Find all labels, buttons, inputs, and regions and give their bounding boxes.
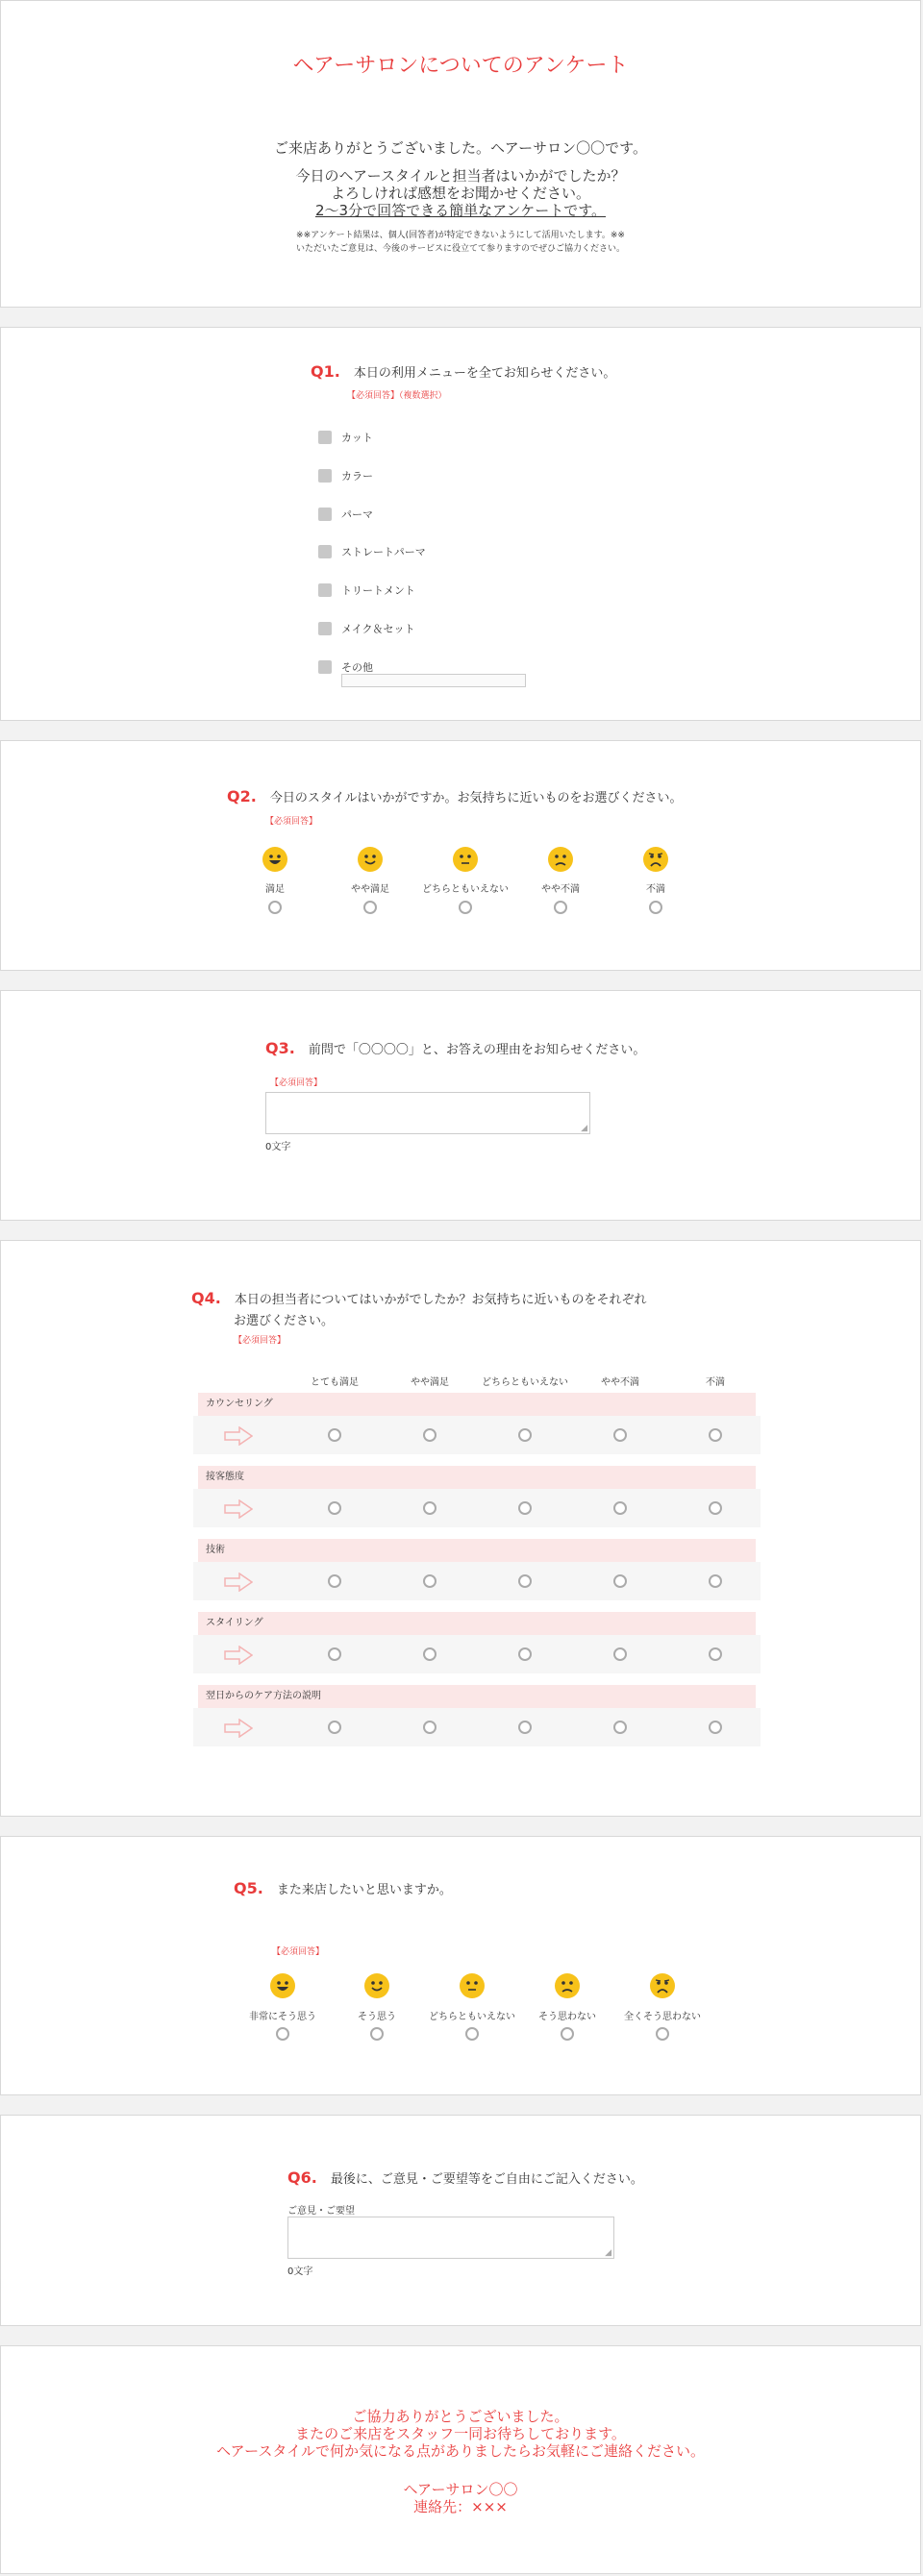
q4-rating-radio[interactable] (328, 1574, 341, 1588)
q4-rating-radio[interactable] (613, 1501, 627, 1515)
q4-column-header: やや満足 (411, 1377, 449, 1388)
q2-option-label: 不満 (646, 884, 665, 895)
arrow-right-icon (224, 1573, 253, 1596)
smile-very-happy-icon (270, 1973, 295, 1998)
q2-option-radio[interactable] (268, 901, 282, 914)
q4-rating-radio[interactable] (518, 1647, 532, 1661)
salon-contact (1, 2481, 920, 2515)
q4-row-band (193, 1489, 761, 1527)
q6-feedback-textarea[interactable] (287, 2217, 614, 2259)
q4-row-band (193, 1635, 761, 1673)
q3-char-count: 0文字 (265, 1142, 291, 1152)
smile-happy-icon (364, 1973, 389, 1998)
q5-text: また来店したいと思いますか。 (276, 1883, 452, 1897)
q5-number: Q5. (234, 1879, 263, 1897)
q5-option-label: 非常にそう思う (249, 2012, 316, 2022)
q4-text-1: 本日の担当者についてはいかがでしたか？お気持ちに近いものをそれぞれ (234, 1293, 647, 1307)
q2-option-label: どちらともいえない (422, 884, 509, 895)
q1-number: Q1. (311, 362, 340, 381)
checkbox[interactable] (318, 622, 332, 635)
q1-option-makeup-set[interactable] (318, 621, 415, 636)
privacy-note (1, 229, 920, 256)
q3-heading (265, 1039, 645, 1057)
face-very-sad-icon (650, 1973, 675, 1998)
q4-rating-radio[interactable] (613, 1721, 627, 1734)
q6-number: Q6. (287, 2168, 317, 2187)
note-line-2: いただいたご意見は、今後のサービスに役立てて参りますのでぜひご協力ください。 (295, 244, 625, 254)
q4-rating-radio[interactable] (328, 1501, 341, 1515)
q4-card (0, 1240, 921, 1817)
q4-rating-radio[interactable] (709, 1428, 722, 1442)
q1-option-other[interactable] (318, 659, 373, 675)
arrow-right-icon (224, 1719, 253, 1742)
q5-card (0, 1836, 921, 2095)
option-label: ストレートパーマ (341, 546, 426, 558)
q4-row-label: スタイリング (198, 1612, 756, 1635)
q3-reason-textarea[interactable] (265, 1092, 590, 1134)
q4-row-label: 技術 (198, 1539, 756, 1562)
q2-option-radio[interactable] (459, 901, 472, 914)
q4-rating-radio[interactable] (423, 1428, 437, 1442)
q1-card (0, 327, 921, 721)
q2-card (0, 740, 921, 971)
q4-rating-radio[interactable] (613, 1428, 627, 1442)
intro-line-2: よろしければ感想をお聞かせください。 (330, 185, 590, 202)
q4-rating-radio[interactable] (709, 1647, 722, 1661)
q3-number: Q3. (265, 1039, 295, 1057)
q4-rating-radio[interactable] (518, 1721, 532, 1734)
q2-option-label: やや不満 (541, 884, 580, 895)
arrow-right-icon (224, 1426, 253, 1449)
q5-option-radio[interactable] (561, 2027, 574, 2041)
q1-option-color[interactable] (318, 468, 373, 483)
q6-text: 最後に、ご意見・ご要望等をご自由にご記入ください。 (330, 2172, 643, 2187)
q4-row-band (193, 1708, 761, 1746)
q2-text: 今日のスタイルはいかがですか。お気持ちに近いものをお選びください。 (269, 791, 683, 805)
q1-other-input[interactable] (341, 674, 526, 687)
q1-option-treatment[interactable] (318, 582, 415, 598)
q1-option-cut[interactable] (318, 430, 373, 445)
q4-row-band (193, 1416, 761, 1454)
q1-text: 本日の利用メニューを全てお知らせください。 (353, 366, 616, 381)
option-label: カット (341, 432, 373, 444)
q2-option-label: 満足 (265, 884, 285, 895)
thanks-line-3: ヘアースタイルで何か気になる点がありましたらお気軽にご連絡ください。 (215, 2442, 706, 2460)
face-neutral-icon (460, 1973, 485, 1998)
q2-option-radio[interactable] (649, 901, 662, 914)
q5-option-label: そう思う (358, 2012, 396, 2022)
q6-card (0, 2115, 921, 2326)
checkbox[interactable] (318, 545, 332, 558)
q4-row-label: 翌日からのケア方法の説明 (198, 1685, 756, 1708)
option-label: トリートメント (341, 584, 415, 597)
q3-required: 【必須回答】 (270, 1078, 323, 1088)
q5-option-radio[interactable] (656, 2027, 669, 2041)
option-label: メイク＆セット (341, 623, 415, 635)
q3-card (0, 990, 921, 1221)
option-label: その他 (341, 661, 373, 674)
q4-rating-radio[interactable] (328, 1428, 341, 1442)
q2-heading (227, 787, 683, 805)
q5-required: 【必須回答】 (272, 1947, 325, 1957)
header-card (0, 0, 921, 308)
q4-rating-radio[interactable] (423, 1721, 437, 1734)
q4-column-header: とても満足 (311, 1377, 359, 1388)
option-label: カラー (341, 470, 373, 483)
face-sad-icon (555, 1973, 580, 1998)
q5-option-label: 全くそう思わない (624, 2012, 701, 2022)
q4-heading (191, 1289, 647, 1307)
q4-text-2: お選びください。 (234, 1314, 335, 1328)
q2-number: Q2. (227, 787, 257, 805)
note-line-1: ※※アンケート結果は、個人(回答者)が特定できないようにして活用いたします。※※ (296, 231, 625, 240)
face-very-sad-icon (643, 847, 668, 872)
q2-required: 【必須回答】 (265, 817, 318, 827)
q5-heading (234, 1879, 452, 1897)
q6-field-label: ご意見・ご要望 (287, 2206, 355, 2217)
q4-rating-radio[interactable] (709, 1721, 722, 1734)
contact-info: 連絡先：××× (413, 2498, 508, 2515)
q1-option-straight-perm[interactable] (318, 544, 426, 559)
q1-option-perm[interactable] (318, 507, 373, 522)
q6-heading (287, 2168, 643, 2187)
checkbox[interactable] (318, 469, 332, 483)
q2-option-label: やや満足 (351, 884, 389, 895)
q2-option-radio[interactable] (363, 901, 377, 914)
q4-required: 【必須回答】 (234, 1336, 287, 1346)
q4-rating-radio[interactable] (328, 1647, 341, 1661)
checkbox[interactable] (318, 431, 332, 444)
q4-rating-radio[interactable] (518, 1574, 532, 1588)
q4-rating-radio[interactable] (518, 1501, 532, 1515)
q4-row-band (193, 1562, 761, 1600)
face-sad-icon (548, 847, 573, 872)
thanks-line-2: またのご来店をスタッフ一同お待ちしております。 (295, 2425, 626, 2442)
intro-line-3: 2〜3分で回答できる簡単なアンケートです。 (315, 202, 606, 219)
q5-option-label: そう思わない (538, 2012, 596, 2022)
q4-row-label: 接客態度 (198, 1466, 756, 1489)
arrow-right-icon (224, 1646, 253, 1669)
q5-option-radio[interactable] (276, 2027, 289, 2041)
arrow-right-icon (224, 1499, 253, 1523)
resize-handle-icon[interactable]: ◢ (605, 2248, 611, 2258)
q4-rating-radio[interactable] (613, 1574, 627, 1588)
thanks-text (1, 2408, 920, 2460)
q4-number: Q4. (191, 1289, 221, 1307)
q4-rating-radio[interactable] (423, 1647, 437, 1661)
q6-char-count: 0文字 (287, 2266, 313, 2277)
q4-rating-radio[interactable] (423, 1574, 437, 1588)
q4-column-header: どちらともいえない (482, 1377, 568, 1388)
face-neutral-icon (453, 847, 478, 872)
checkbox[interactable] (318, 508, 332, 521)
resize-handle-icon[interactable]: ◢ (581, 1124, 587, 1133)
q2-option-radio[interactable] (554, 901, 567, 914)
q4-rating-radio[interactable] (518, 1428, 532, 1442)
q3-text: 前問で「〇〇〇〇」と、お答えの理由をお知らせください。 (308, 1043, 646, 1057)
q4-rating-radio[interactable] (709, 1574, 722, 1588)
q4-column-header: やや不満 (601, 1377, 639, 1388)
option-label: パーマ (341, 508, 373, 521)
q4-rating-radio[interactable] (423, 1501, 437, 1515)
checkbox[interactable] (318, 660, 332, 674)
intro-greeting: ご来店ありがとうございました。ヘアーサロン〇〇です。 (274, 139, 647, 157)
q4-row-label: カウンセリング (198, 1393, 756, 1416)
smile-happy-icon (358, 847, 383, 872)
q4-rating-radio[interactable] (328, 1721, 341, 1734)
q4-column-header: 不満 (706, 1377, 725, 1388)
thanks-card (0, 2345, 921, 2574)
q5-option-radio[interactable] (465, 2027, 479, 2041)
q5-option-label: どちらともいえない (429, 2012, 515, 2022)
intro-text (1, 167, 920, 219)
q5-option-radio[interactable] (370, 2027, 384, 2041)
checkbox[interactable] (318, 583, 332, 597)
q1-required: 【必須回答】（複数選択） (347, 391, 447, 401)
thanks-line-1: ご協力ありがとうございました。 (352, 2408, 569, 2425)
smile-very-happy-icon (262, 847, 287, 872)
q4-rating-radio[interactable] (613, 1647, 627, 1661)
q4-rating-radio[interactable] (709, 1501, 722, 1515)
salon-name: ヘアーサロン〇〇 (403, 2481, 518, 2498)
page-title: ヘアーサロンについてのアンケート (292, 54, 629, 78)
intro-line-1: 今日のヘアースタイルと担当者はいかがでしたか？ (295, 167, 626, 185)
q1-heading (311, 362, 615, 381)
